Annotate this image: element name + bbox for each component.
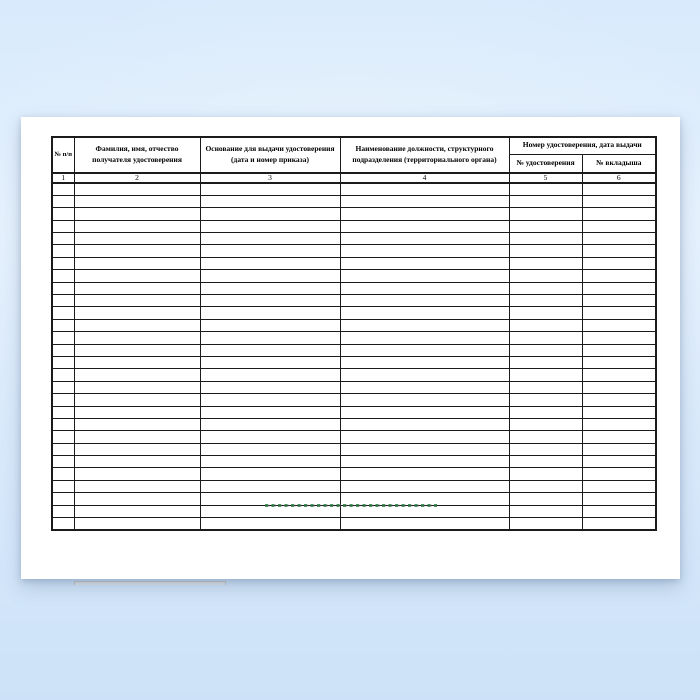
document-page	[21, 117, 680, 579]
empty-cell	[340, 406, 509, 418]
empty-cell	[509, 381, 582, 393]
empty-cell	[74, 245, 200, 257]
column-number: 1	[52, 173, 74, 183]
table-header	[52, 137, 656, 183]
empty-cell	[74, 493, 200, 505]
col-header-recipient-name: Фамилия, имя, отчество получателя удостоверения	[74, 137, 200, 173]
column-number: 3	[200, 173, 340, 183]
empty-cell	[74, 443, 200, 455]
empty-cell	[200, 431, 340, 443]
empty-row	[52, 356, 656, 368]
column-number-row	[52, 173, 656, 183]
empty-cell	[200, 381, 340, 393]
empty-cell	[509, 208, 582, 220]
empty-cell	[582, 245, 656, 257]
col-header-certificate-number: № удостоверения	[509, 154, 582, 173]
empty-cell	[52, 319, 74, 331]
empty-cell	[52, 443, 74, 455]
empty-cell	[582, 344, 656, 356]
empty-cell	[52, 195, 74, 207]
empty-cell	[74, 257, 200, 269]
empty-cell	[340, 257, 509, 269]
empty-cell	[340, 369, 509, 381]
empty-cell	[52, 456, 74, 468]
empty-cell	[509, 468, 582, 480]
empty-cell	[74, 369, 200, 381]
empty-cell	[200, 195, 340, 207]
empty-cell	[340, 381, 509, 393]
empty-row	[52, 480, 656, 492]
empty-cell	[200, 208, 340, 220]
journal-table	[51, 136, 657, 531]
empty-cell	[340, 505, 509, 517]
empty-cell	[509, 505, 582, 517]
empty-cell	[200, 456, 340, 468]
empty-cell	[509, 195, 582, 207]
empty-cell	[582, 319, 656, 331]
watermark	[265, 504, 437, 507]
empty-row	[52, 344, 656, 356]
empty-cell	[74, 183, 200, 195]
empty-cell	[509, 431, 582, 443]
empty-cell	[52, 493, 74, 505]
empty-row	[52, 418, 656, 430]
empty-cell	[74, 270, 200, 282]
empty-row	[52, 220, 656, 232]
empty-row	[52, 505, 656, 517]
empty-cell	[509, 319, 582, 331]
under-sheet-edge	[74, 581, 226, 585]
empty-cell	[200, 245, 340, 257]
empty-cell	[582, 282, 656, 294]
empty-cell	[340, 431, 509, 443]
empty-cell	[52, 381, 74, 393]
empty-cell	[52, 183, 74, 195]
empty-cell	[74, 468, 200, 480]
empty-cell	[509, 257, 582, 269]
empty-cell	[582, 381, 656, 393]
empty-cell	[340, 282, 509, 294]
empty-cell	[582, 456, 656, 468]
empty-cell	[74, 282, 200, 294]
empty-row	[52, 468, 656, 480]
empty-row	[52, 369, 656, 381]
empty-cell	[582, 233, 656, 245]
empty-cell	[200, 319, 340, 331]
empty-cell	[340, 468, 509, 480]
empty-row	[52, 195, 656, 207]
empty-cell	[582, 208, 656, 220]
empty-cell	[582, 493, 656, 505]
empty-cell	[340, 456, 509, 468]
empty-row	[52, 456, 656, 468]
empty-cell	[582, 431, 656, 443]
empty-row	[52, 394, 656, 406]
empty-cell	[582, 406, 656, 418]
empty-cell	[509, 220, 582, 232]
col-header-issue-basis: Основание для выдачи удостоверения (дата и номер приказа)	[200, 137, 340, 173]
empty-cell	[74, 319, 200, 331]
table-body	[52, 183, 656, 530]
empty-cell	[200, 394, 340, 406]
empty-row	[52, 431, 656, 443]
empty-cell	[582, 295, 656, 307]
empty-cell	[509, 394, 582, 406]
empty-row	[52, 307, 656, 319]
col-header-insert-number: № вкладыша	[582, 154, 656, 173]
empty-cell	[582, 480, 656, 492]
empty-cell	[52, 233, 74, 245]
empty-cell	[200, 282, 340, 294]
empty-row	[52, 233, 656, 245]
empty-cell	[509, 344, 582, 356]
empty-cell	[200, 518, 340, 530]
empty-cell	[52, 369, 74, 381]
empty-row	[52, 319, 656, 331]
empty-cell	[74, 220, 200, 232]
col-header-certificate-number-group: Номер удостоверения, дата выдачи	[509, 137, 656, 154]
empty-row	[52, 443, 656, 455]
empty-cell	[200, 220, 340, 232]
empty-cell	[52, 332, 74, 344]
empty-row	[52, 381, 656, 393]
empty-cell	[200, 344, 340, 356]
empty-cell	[340, 344, 509, 356]
empty-cell	[52, 406, 74, 418]
empty-cell	[74, 394, 200, 406]
empty-cell	[340, 195, 509, 207]
empty-cell	[74, 307, 200, 319]
empty-cell	[200, 443, 340, 455]
empty-row	[52, 518, 656, 530]
empty-cell	[200, 406, 340, 418]
empty-cell	[340, 418, 509, 430]
empty-cell	[74, 480, 200, 492]
empty-cell	[52, 480, 74, 492]
empty-cell	[582, 468, 656, 480]
empty-cell	[582, 270, 656, 282]
empty-cell	[509, 443, 582, 455]
empty-cell	[582, 505, 656, 517]
empty-cell	[74, 518, 200, 530]
empty-cell	[340, 270, 509, 282]
empty-cell	[340, 518, 509, 530]
empty-row	[52, 406, 656, 418]
empty-cell	[509, 493, 582, 505]
empty-cell	[74, 208, 200, 220]
empty-row	[52, 245, 656, 257]
empty-cell	[200, 270, 340, 282]
empty-cell	[200, 295, 340, 307]
empty-cell	[582, 220, 656, 232]
empty-cell	[52, 468, 74, 480]
empty-cell	[340, 394, 509, 406]
empty-cell	[200, 418, 340, 430]
empty-cell	[200, 505, 340, 517]
column-number: 5	[509, 173, 582, 183]
empty-cell	[509, 332, 582, 344]
empty-cell	[74, 456, 200, 468]
empty-cell	[52, 394, 74, 406]
empty-cell	[74, 418, 200, 430]
empty-cell	[52, 220, 74, 232]
empty-cell	[200, 183, 340, 195]
empty-cell	[509, 456, 582, 468]
empty-cell	[509, 518, 582, 530]
empty-cell	[52, 270, 74, 282]
empty-cell	[74, 233, 200, 245]
empty-cell	[509, 307, 582, 319]
col-header-position-department: Наименование должности, структурного подразделения (территориального органа)	[340, 137, 509, 173]
empty-cell	[582, 356, 656, 368]
empty-cell	[509, 295, 582, 307]
empty-cell	[582, 307, 656, 319]
empty-row	[52, 183, 656, 195]
empty-cell	[52, 257, 74, 269]
empty-cell	[74, 356, 200, 368]
empty-cell	[582, 369, 656, 381]
empty-cell	[582, 183, 656, 195]
empty-cell	[340, 307, 509, 319]
empty-cell	[200, 257, 340, 269]
empty-cell	[340, 319, 509, 331]
empty-cell	[74, 295, 200, 307]
empty-cell	[340, 443, 509, 455]
empty-cell	[509, 183, 582, 195]
empty-cell	[340, 245, 509, 257]
empty-row	[52, 270, 656, 282]
empty-cell	[74, 505, 200, 517]
empty-cell	[582, 443, 656, 455]
empty-cell	[200, 369, 340, 381]
empty-cell	[74, 431, 200, 443]
empty-cell	[52, 208, 74, 220]
column-number: 6	[582, 173, 656, 183]
empty-cell	[200, 233, 340, 245]
empty-cell	[582, 418, 656, 430]
empty-cell	[509, 369, 582, 381]
empty-cell	[340, 295, 509, 307]
empty-cell	[509, 245, 582, 257]
empty-cell	[52, 295, 74, 307]
empty-cell	[52, 282, 74, 294]
empty-cell	[340, 183, 509, 195]
empty-cell	[509, 418, 582, 430]
empty-cell	[200, 468, 340, 480]
empty-cell	[74, 406, 200, 418]
empty-cell	[582, 518, 656, 530]
empty-cell	[74, 332, 200, 344]
empty-cell	[52, 356, 74, 368]
empty-row	[52, 295, 656, 307]
empty-cell	[52, 431, 74, 443]
empty-cell	[74, 344, 200, 356]
empty-cell	[582, 195, 656, 207]
col-header-row-number: № п/п	[52, 137, 74, 173]
empty-cell	[340, 220, 509, 232]
column-number: 2	[74, 173, 200, 183]
empty-cell	[509, 282, 582, 294]
empty-cell	[509, 480, 582, 492]
empty-cell	[509, 356, 582, 368]
empty-cell	[509, 406, 582, 418]
empty-cell	[340, 233, 509, 245]
empty-cell	[340, 332, 509, 344]
empty-cell	[340, 480, 509, 492]
empty-cell	[509, 233, 582, 245]
empty-cell	[52, 245, 74, 257]
empty-cell	[582, 257, 656, 269]
empty-cell	[200, 480, 340, 492]
empty-cell	[52, 307, 74, 319]
empty-cell	[52, 518, 74, 530]
empty-cell	[582, 332, 656, 344]
empty-cell	[200, 307, 340, 319]
empty-cell	[74, 381, 200, 393]
empty-cell	[340, 208, 509, 220]
empty-cell	[74, 195, 200, 207]
empty-cell	[509, 270, 582, 282]
empty-cell	[200, 332, 340, 344]
empty-row	[52, 282, 656, 294]
empty-row	[52, 332, 656, 344]
empty-cell	[52, 505, 74, 517]
empty-cell	[200, 356, 340, 368]
empty-cell	[52, 344, 74, 356]
empty-row	[52, 257, 656, 269]
column-number: 4	[340, 173, 509, 183]
empty-row	[52, 208, 656, 220]
empty-cell	[52, 418, 74, 430]
empty-cell	[582, 394, 656, 406]
empty-cell	[340, 356, 509, 368]
